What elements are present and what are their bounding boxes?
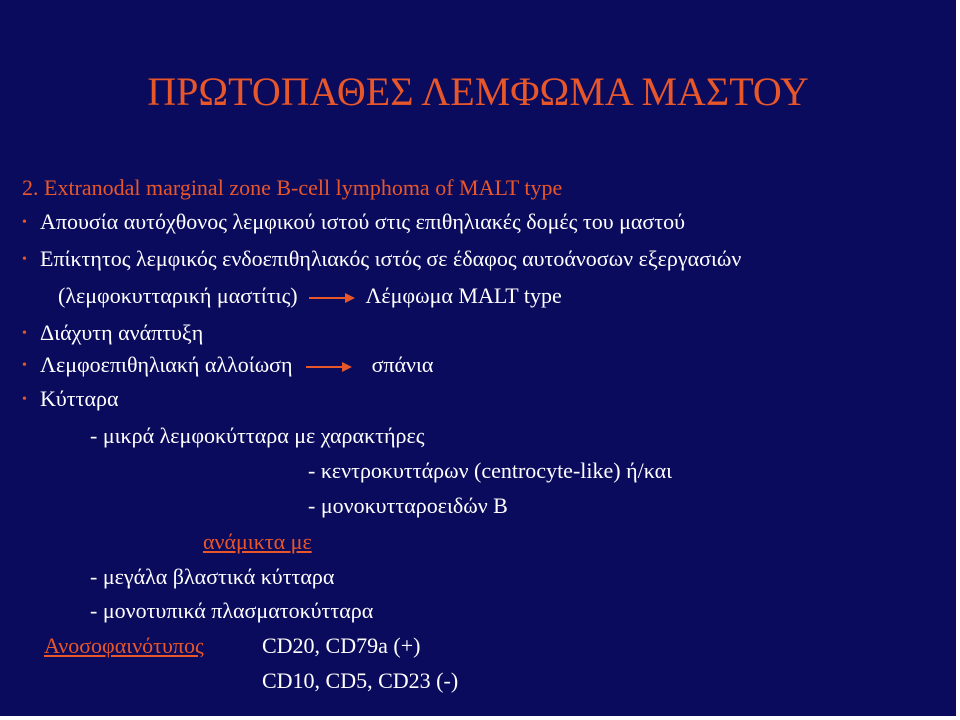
bullet-item xyxy=(22,245,741,274)
bullet-text: Διάχυτη ανάπτυξη xyxy=(40,320,204,345)
bullet-icon: • xyxy=(22,252,27,267)
cell-desc-small: - μικρά λεμφοκύτταρα με χαρακτήρες xyxy=(90,423,425,448)
cell-desc-centrocyte: - κεντροκυττάρων (centrocyte-like) ή/και xyxy=(308,458,673,483)
bullet-icon: • xyxy=(22,326,27,341)
bullet-result-text: σπάνια xyxy=(371,352,434,377)
immunophenotype-positive: CD20, CD79a (+) xyxy=(262,633,421,658)
cell-desc-large: - μεγάλα βλαστικά κύτταρα xyxy=(90,564,335,589)
bullet-icon: • xyxy=(22,358,27,373)
immunophenotype-negative: CD10, CD5, CD23 (-) xyxy=(262,668,459,693)
bullet-item xyxy=(22,208,685,237)
bullet-icon: • xyxy=(22,392,27,407)
arrow-right-icon xyxy=(306,361,352,373)
bullet-text: Απουσία αυτόχθονος λεμφικού ιστού στις επιθηλιακές δομές του μαστού xyxy=(40,209,686,234)
cell-desc-plasma: - μονοτυπικά πλασματοκύτταρα xyxy=(90,598,374,623)
bullet-continuation xyxy=(58,282,562,310)
bullet-item xyxy=(22,351,433,380)
bullet-text: Κύτταρα xyxy=(40,386,119,411)
cell-desc-mixed: ανάμικτα με xyxy=(203,529,312,554)
slide-title: ΠΡΩΤΟΠΑΘΕΣ ΛΕΜΦΩΜΑ ΜΑΣΤΟΥ xyxy=(147,69,809,114)
bullet-text: Λεμφοεπιθηλιακή αλλοίωση xyxy=(40,352,293,377)
bullet-result-text: Λέμφωμα MALT type xyxy=(365,283,562,308)
bullet-icon: • xyxy=(22,215,27,230)
bullet-item xyxy=(22,319,203,348)
arrow-right-icon xyxy=(309,292,355,304)
immunophenotype-label: Ανοσοφαινότυπος xyxy=(44,633,204,658)
cell-desc-monocytoid: - μονοκυτταροειδών Β xyxy=(308,493,508,518)
bullet-cont-text: (λεμφοκυτταρική μαστίτις) xyxy=(58,283,298,308)
bullet-item xyxy=(22,385,119,414)
subtitle: 2. Extranodal marginal zone B-cell lymphoma of MALT type xyxy=(22,175,563,200)
bullet-text: Επίκτητος λεμφικός ενδοεπιθηλιακός ιστός σε έδαφος αυτοάνοσων εξεργασιών xyxy=(40,246,742,271)
